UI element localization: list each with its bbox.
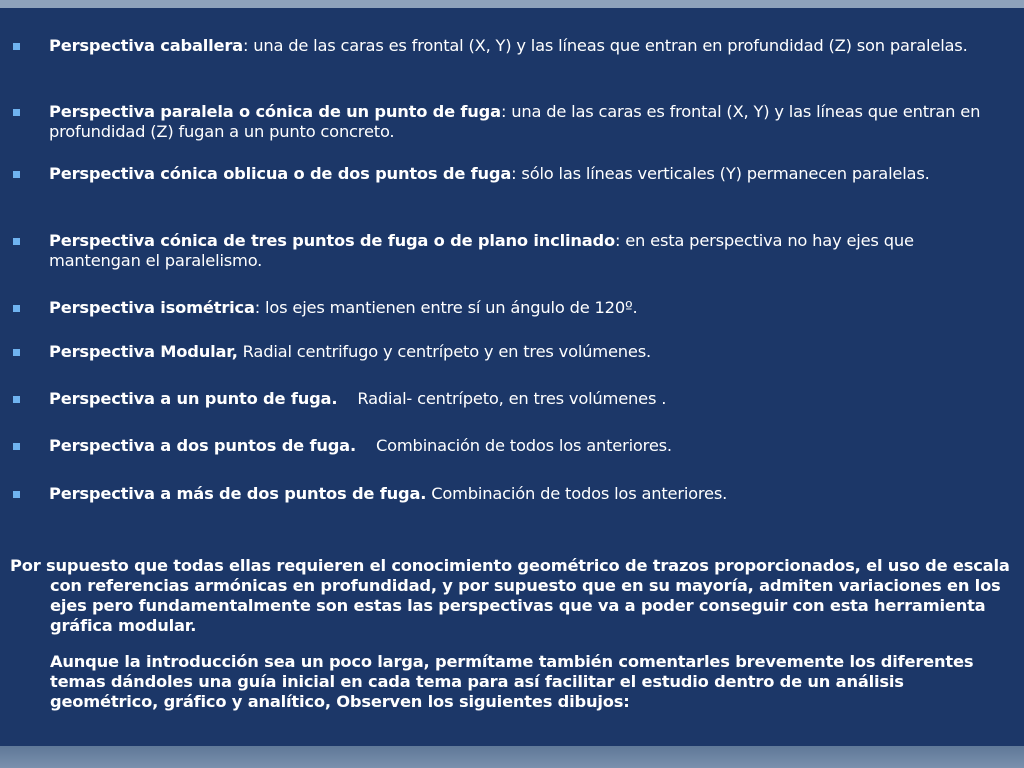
bullet-marker (13, 305, 20, 312)
item-term: Perspectiva paralela o cónica de un punto de fuga (49, 102, 501, 121)
item-separator: : (254, 298, 261, 317)
item-description: en esta perspectiva no hay ejes que mantengan el paralelismo. (49, 231, 914, 270)
bottom-border (0, 746, 1024, 768)
closing-paragraph-1: Por supuesto que todas ellas requieren el conocimiento geométrico de trazos proporcionados, el uso de escala con referencias armónicas en profundidad, y por supuesto que en su mayoría, admiten variaciones en los ejes pero fundamentalmente son estas las perspectivas que va a poder conseguir con esta herramienta gráfica modular. (10, 556, 1010, 635)
item-term: Perspectiva a un punto de fuga. (49, 389, 338, 408)
item-description: los ejes mantienen entre sí un ángulo de 120º. (260, 298, 638, 317)
list-item-text (49, 389, 1009, 409)
list-item-text (49, 102, 1009, 142)
list-item-text (49, 298, 1009, 318)
item-term: Perspectiva a más de dos puntos de fuga. (49, 484, 427, 503)
bullet-marker (13, 396, 20, 403)
item-description: Radial centrifugo y centrípeto y en tres volúmenes. (237, 342, 651, 361)
closing-text (10, 556, 1010, 712)
item-description: Combinación de todos los anteriores. (375, 436, 672, 455)
item-description: Radial- centrípeto, en tres volúmenes . (357, 389, 667, 408)
item-term: Perspectiva Modular, (49, 342, 238, 361)
bullet-marker (13, 349, 20, 356)
list-item-text (49, 436, 1009, 456)
item-description: una de las caras es frontal (X, Y) y las líneas que entran en profundidad (Z) son paralelas. (248, 36, 968, 55)
item-term: Perspectiva caballera (49, 36, 243, 55)
item-separator: : (500, 102, 507, 121)
item-term: Perspectiva isométrica (49, 298, 255, 317)
bullet-marker (13, 491, 20, 498)
bullet-marker (13, 238, 20, 245)
item-description: Combinación de todos los anteriores. (426, 484, 728, 503)
item-term: Perspectiva cónica de tres puntos de fuga o de plano inclinado (49, 231, 615, 250)
list-item-text (49, 231, 1009, 271)
bullet-marker (13, 171, 20, 178)
item-term: Perspectiva a dos puntos de fuga. (49, 436, 356, 455)
list-item-text (49, 484, 1009, 504)
item-description: sólo las líneas verticales (Y) permanecen paralelas. (516, 164, 930, 183)
list-item-text (49, 36, 1009, 56)
item-separator: : (614, 231, 621, 250)
bullet-marker (13, 109, 20, 116)
list-item-text (49, 342, 1009, 362)
item-description: una de las caras es frontal (X, Y) y las líneas que entran en profundidad (Z) fugan a un punto concreto. (49, 102, 981, 141)
bullet-marker (13, 43, 20, 50)
item-term: Perspectiva cónica oblicua o de dos puntos de fuga (49, 164, 512, 183)
list-item-text (49, 164, 1009, 184)
item-separator: : (242, 36, 249, 55)
item-separator: : (511, 164, 517, 183)
closing-paragraph-2: Aunque la introducción sea un poco larga, permítame también comentarles brevemente los diferentes temas dándoles una guía inicial en cada tema para así facilitar el estudio dentro de un análisis geométrico, gráfico y analítico, Observen los siguientes dibujos: (50, 652, 974, 711)
bullet-marker (13, 443, 20, 450)
